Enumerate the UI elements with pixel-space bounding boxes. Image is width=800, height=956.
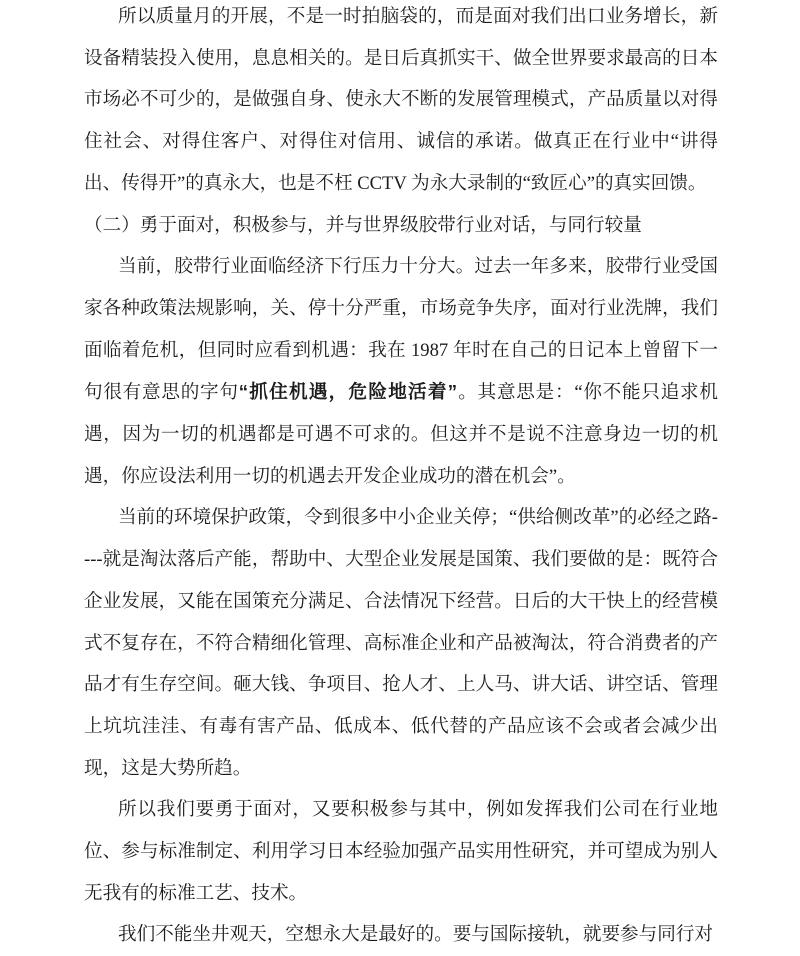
paragraph-environment-policy: 当前的环境保护政策，令到很多中小企业关停；“供给侧改革”的必经之路----就是淘汰落后产能，帮助中、大型企业发展是国策、我们要做的是：既符合企业发展，又能在国策充分满足、合法情况下经营。日后的大干快上的经营模式不复存在，不符合精细化管理、高标准企业和产品被淘汰，符合消费者的产品才有生存空间。砸大钱、争项目、抢人才、上人马、讲大话、讲空话、管理上坑坑洼洼、有毒有害产品、低成本、低代替的产品应该不会或者会减少出现，这是大势所趋。 <box>84 507 718 779</box>
section-heading-two: （二）勇于面对，积极参与，并与世界级胶带行业对话，与同行较量 <box>84 214 642 236</box>
paragraph-quality-month: 所以质量月的开展，不是一时拍脑袋的，而是面对我们出口业务增长，新设备精装投入使用，息息相关的。是日后真抓实干、做全世界要求最高的日本市场必不可少的，是做强自身、使永大不断的发展管理模式，产品质量以对得住社会、对得住客户、对得住对信用、诚信的承诺。做真正在行业中“讲得出、传得开”的真永大，也是不枉 CCTV 为永大录制的“致匠心”的真实回馈。 <box>84 6 718 194</box>
paragraph-participate: 所以我们要勇于面对，又要积极参与其中，例如发挥我们公司在行业地位、参与标准制定、利用学习日本经验加强产品实用性研究，并可望成为别人无我有的标准工艺、技术。 <box>84 799 718 904</box>
paragraph-international: 我们不能坐井观天，空想永大是最好的。要与国际接轨，就要参与同行对 <box>118 924 714 946</box>
paragraph-industry-pressure <box>84 246 718 497</box>
bold-motto-phrase: “抓住机遇，危险地活着” <box>238 381 458 403</box>
paragraph-industry-pressure-before-bold: 当前，胶带行业面临经济下行压力十分大。过去一年多来，胶带行业受国家各种政策法规影响，关、停十分严重，市场竞争失序，面对行业洗牌，我们面临着危机，但同时应看到机遇：我在 1987 年时在自己的日记本上曾留下一句很有意思的字句 <box>84 256 718 404</box>
document-page <box>84 0 718 956</box>
paragraph-industry-pressure-after-bold: 。其意思是：“你不能只追求机遇，因为一切的机遇都是可遇不可求的。但这并不是说不注意身边一切的机遇，你应设法利用一切的机遇去开发企业成功的潜在机会”。 <box>84 382 718 487</box>
